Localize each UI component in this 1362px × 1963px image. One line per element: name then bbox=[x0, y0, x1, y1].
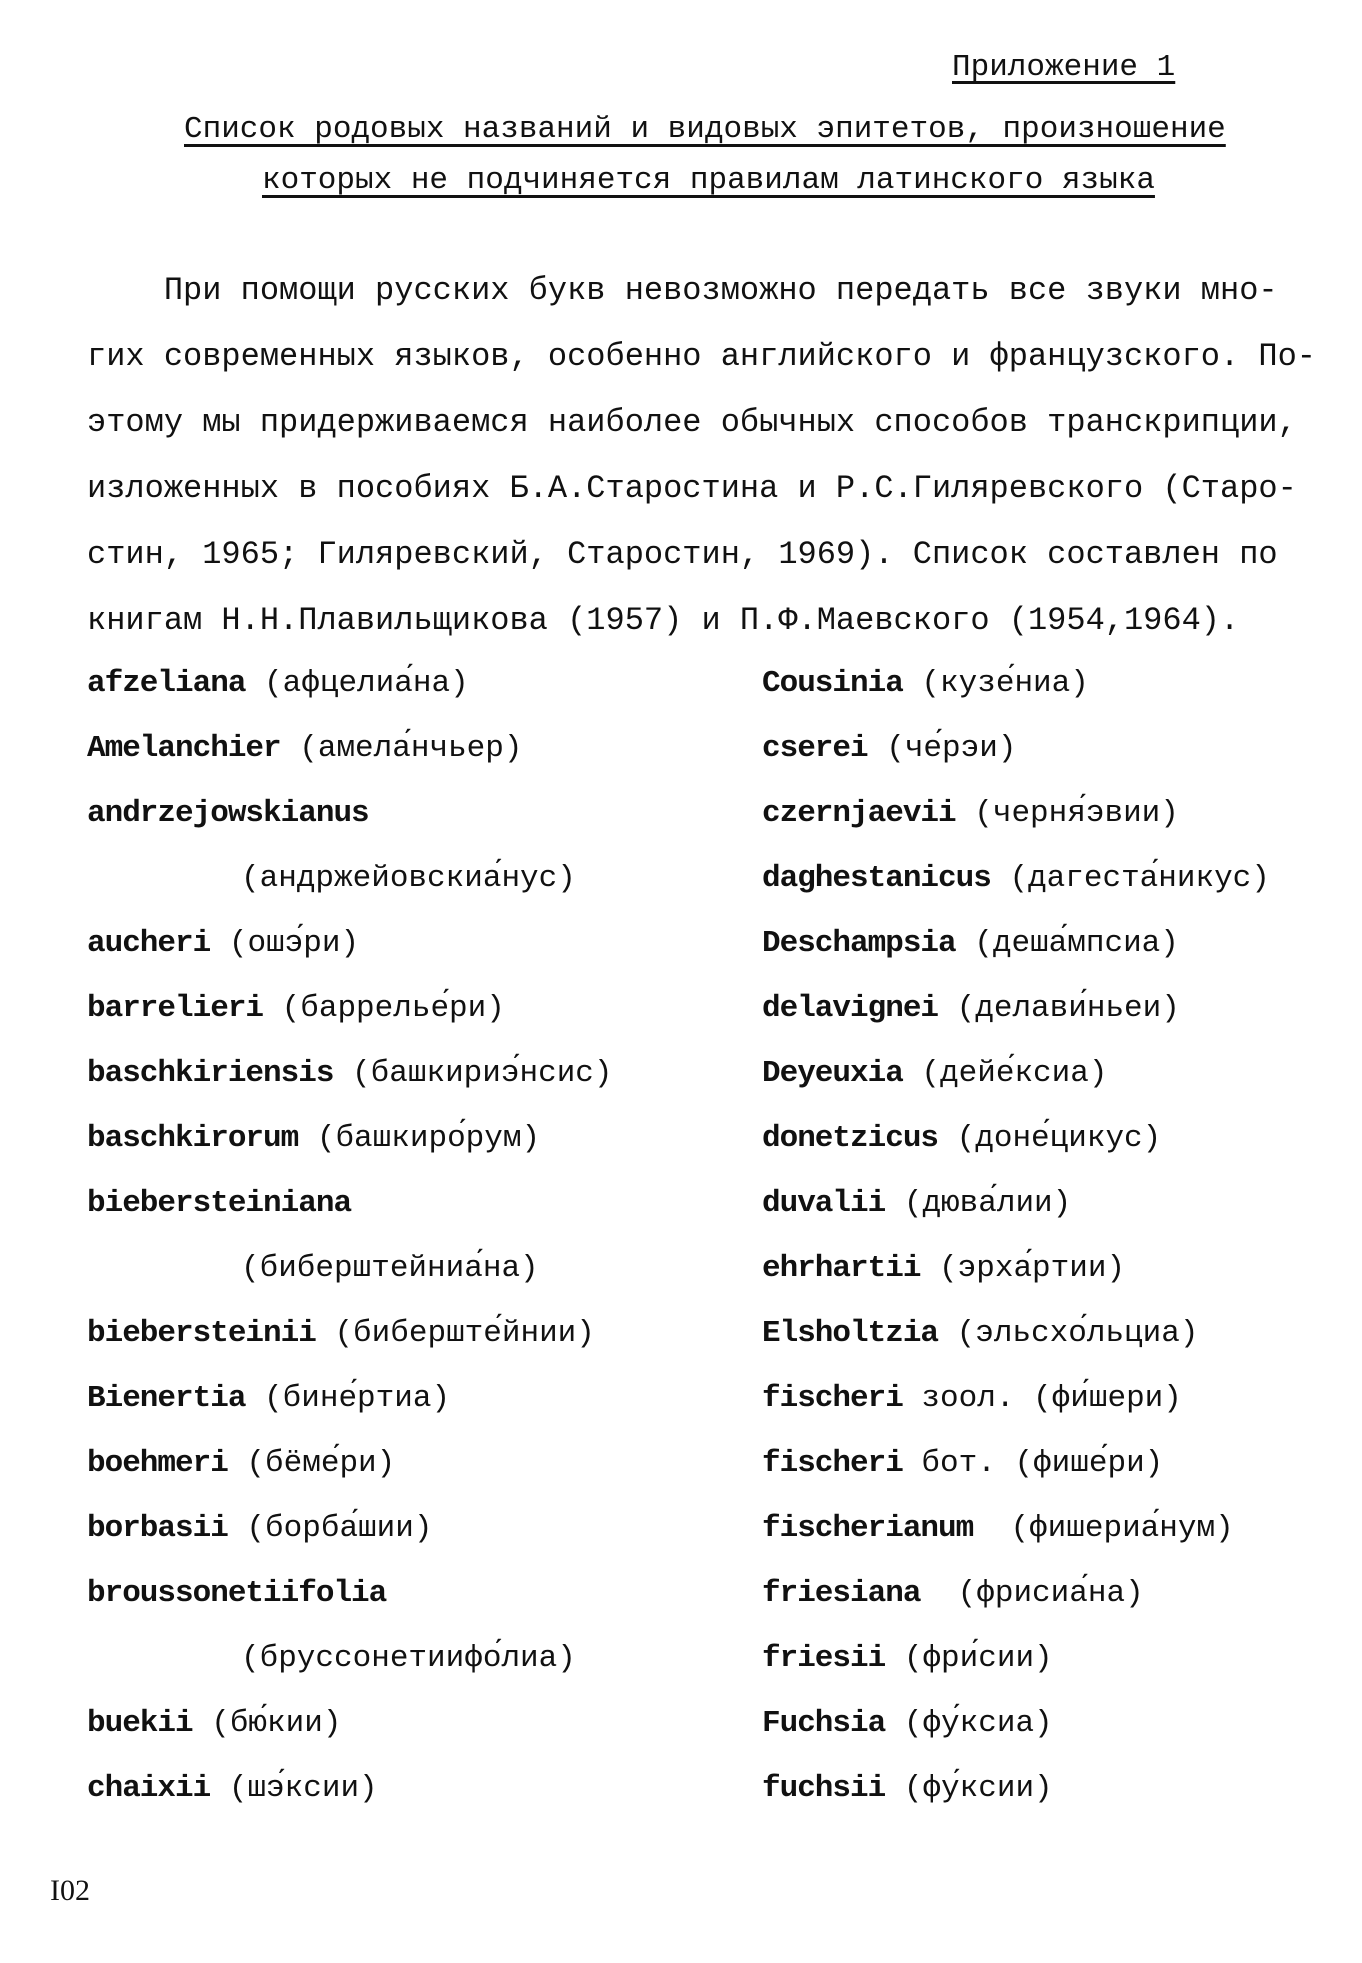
left-entry bbox=[87, 1182, 351, 1226]
right-entry bbox=[762, 1052, 1107, 1096]
list-row bbox=[87, 1052, 1347, 1117]
latin-name: fuchsii bbox=[762, 1771, 886, 1806]
latin-name: Amelanchier bbox=[87, 731, 281, 766]
page-title-line-1: Список родовых названий и видовых эпитетов, произношение bbox=[184, 112, 1226, 147]
latin-name: boehmeri bbox=[87, 1446, 228, 1481]
pronunciation-list bbox=[87, 662, 1347, 1832]
left-entry bbox=[87, 1117, 540, 1161]
russian-pronunciation: зоол. (фи́шери) bbox=[902, 1381, 1182, 1416]
russian-pronunciation: (фу́ксии) bbox=[885, 1771, 1053, 1806]
latin-name: delavignei bbox=[762, 991, 939, 1026]
left-entry bbox=[87, 987, 505, 1031]
left-entry bbox=[87, 922, 359, 966]
russian-pronunciation: (деша́мпсиа) bbox=[955, 926, 1179, 961]
right-entry bbox=[762, 1637, 1053, 1681]
list-row bbox=[87, 1572, 1347, 1637]
right-entry bbox=[762, 1572, 1144, 1616]
right-entry bbox=[762, 1312, 1198, 1356]
latin-name: barrelieri bbox=[87, 991, 264, 1026]
list-row bbox=[87, 857, 1347, 922]
russian-pronunciation: (бю́кии) bbox=[192, 1706, 342, 1741]
left-entry bbox=[87, 792, 369, 836]
right-entry bbox=[762, 1247, 1125, 1291]
list-row bbox=[87, 1377, 1347, 1442]
russian-pronunciation: (че́рэи) bbox=[867, 731, 1017, 766]
left-entry bbox=[87, 1702, 341, 1746]
right-entry bbox=[762, 922, 1179, 966]
latin-name: cserei bbox=[762, 731, 868, 766]
latin-name: buekii bbox=[87, 1706, 193, 1741]
left-entry bbox=[87, 1312, 595, 1356]
latin-name: borbasii bbox=[87, 1511, 228, 1546]
list-row bbox=[87, 792, 1347, 857]
latin-name: Deschampsia bbox=[762, 926, 956, 961]
latin-name: donetzicus bbox=[762, 1121, 939, 1156]
latin-name: Bienertia bbox=[87, 1381, 246, 1416]
right-entry bbox=[762, 1442, 1163, 1486]
russian-pronunciation: (дагеста́никус) bbox=[990, 861, 1270, 896]
latin-name: baschkiriensis bbox=[87, 1056, 334, 1091]
russian-pronunciation: (бине́ртиа) bbox=[245, 1381, 451, 1416]
left-entry bbox=[87, 1052, 613, 1096]
latin-name: ehrhartii bbox=[762, 1251, 921, 1286]
left-entry bbox=[87, 1767, 378, 1811]
right-entry bbox=[762, 1702, 1053, 1746]
russian-pronunciation: (бруссонетиифо́лиа) bbox=[241, 1641, 576, 1676]
latin-name: friesiana bbox=[762, 1576, 921, 1611]
russian-pronunciation: (башкириэ́нсис) bbox=[333, 1056, 613, 1091]
russian-pronunciation: (фри́сии) bbox=[885, 1641, 1053, 1676]
latin-name: Fuchsia bbox=[762, 1706, 886, 1741]
latin-name: daghestanicus bbox=[762, 861, 991, 896]
left-entry bbox=[241, 1247, 539, 1291]
russian-pronunciation: (амела́нчьер) bbox=[280, 731, 523, 766]
list-row bbox=[87, 1637, 1347, 1702]
russian-pronunciation: (борба́шии) bbox=[227, 1511, 433, 1546]
list-row bbox=[87, 922, 1347, 987]
latin-name: Cousinia bbox=[762, 666, 903, 701]
appendix-label: Приложение 1 bbox=[952, 50, 1176, 85]
latin-name: baschkirorum bbox=[87, 1121, 299, 1156]
right-entry bbox=[762, 1507, 1234, 1551]
latin-name: afzeliana bbox=[87, 666, 246, 701]
left-entry bbox=[87, 1507, 432, 1551]
latin-name: aucheri bbox=[87, 926, 211, 961]
left-entry bbox=[87, 1572, 386, 1616]
russian-pronunciation: (фишериа́нум) bbox=[973, 1511, 1234, 1546]
list-row bbox=[87, 1117, 1347, 1182]
left-entry bbox=[87, 727, 522, 771]
russian-pronunciation: (баррелье́ри) bbox=[263, 991, 505, 1026]
russian-pronunciation: (шэ́ксии) bbox=[210, 1771, 378, 1806]
left-entry bbox=[87, 1377, 450, 1421]
russian-pronunciation: (фрисиа́на) bbox=[920, 1576, 1144, 1611]
russian-pronunciation: (черня́эвии) bbox=[955, 796, 1179, 831]
right-entry bbox=[762, 792, 1179, 836]
list-row bbox=[87, 727, 1347, 792]
left-entry bbox=[241, 857, 576, 901]
russian-pronunciation: (эрха́ртии) bbox=[920, 1251, 1126, 1286]
right-entry bbox=[762, 1767, 1053, 1811]
latin-name: czernjaevii bbox=[762, 796, 956, 831]
list-row bbox=[87, 1312, 1347, 1377]
russian-pronunciation: (дейе́ксиа) bbox=[902, 1056, 1108, 1091]
latin-name: fischerianum bbox=[762, 1511, 974, 1546]
right-entry bbox=[762, 662, 1089, 706]
paragraph-line: При помощи русских букв невозможно передать все звуки мно- bbox=[87, 272, 1278, 309]
paragraph-line: книгам Н.Н.Плавильщикова (1957) и П.Ф.Маевского (1954,1964). bbox=[87, 602, 1240, 639]
latin-name: biebersteiniana bbox=[87, 1186, 352, 1221]
russian-pronunciation: (ошэ́ри) bbox=[210, 926, 360, 961]
latin-name: Elsholtzia bbox=[762, 1316, 939, 1351]
latin-name: Deyeuxia bbox=[762, 1056, 903, 1091]
paragraph-line: этому мы придерживаемся наиболее обычных способов транскрипции, bbox=[87, 404, 1297, 441]
paragraph-line: стин, 1965; Гиляревский, Старостин, 1969). Список составлен по bbox=[87, 536, 1278, 573]
paragraph-line: изложенных в пособиях Б.А.Старостина и Р.С.Гиляревского (Старо- bbox=[87, 470, 1297, 507]
latin-name: duvalii bbox=[762, 1186, 886, 1221]
right-entry bbox=[762, 857, 1270, 901]
list-row bbox=[87, 1247, 1347, 1312]
left-entry bbox=[87, 1442, 395, 1486]
page-title-line-2: которых не подчиняется правилам латинского языка bbox=[262, 163, 1155, 198]
russian-pronunciation: бот. (фише́ри) bbox=[902, 1446, 1164, 1481]
russian-pronunciation: (андржейовскиа́нус) bbox=[241, 861, 576, 896]
left-entry bbox=[241, 1637, 576, 1681]
russian-pronunciation: (бёме́ри) bbox=[227, 1446, 396, 1481]
list-row bbox=[87, 1442, 1347, 1507]
list-row bbox=[87, 1182, 1347, 1247]
latin-name: friesii bbox=[762, 1641, 886, 1676]
right-entry bbox=[762, 727, 1016, 771]
latin-name: broussonetiifolia bbox=[87, 1576, 387, 1611]
russian-pronunciation: (биберште́йнии) bbox=[315, 1316, 595, 1351]
intro-paragraph bbox=[87, 258, 1337, 654]
right-entry bbox=[762, 1117, 1161, 1161]
russian-pronunciation: (эльсхо́льциа) bbox=[938, 1316, 1199, 1351]
russian-pronunciation: (кузе́ниа) bbox=[902, 666, 1089, 701]
russian-pronunciation: (доне́цикус) bbox=[938, 1121, 1162, 1156]
list-row bbox=[87, 662, 1347, 727]
list-row bbox=[87, 1702, 1347, 1767]
russian-pronunciation: (башкиро́рум) bbox=[298, 1121, 541, 1156]
page-number: I02 bbox=[50, 1874, 90, 1907]
paragraph-line: гих современных языков, особенно английского и французского. По- bbox=[87, 338, 1316, 375]
russian-pronunciation: (афцелиа́на) bbox=[245, 666, 469, 701]
list-row bbox=[87, 1507, 1347, 1572]
latin-name: biebersteinii bbox=[87, 1316, 316, 1351]
russian-pronunciation: (фу́ксиа) bbox=[885, 1706, 1053, 1741]
right-entry bbox=[762, 1377, 1182, 1421]
right-entry bbox=[762, 1182, 1071, 1226]
russian-pronunciation: (дюва́лии) bbox=[885, 1186, 1072, 1221]
left-entry bbox=[87, 662, 469, 706]
list-row bbox=[87, 1767, 1347, 1832]
right-entry bbox=[762, 987, 1180, 1031]
list-row bbox=[87, 987, 1347, 1052]
latin-name: andrzejowskianus bbox=[87, 796, 369, 831]
latin-name: fischeri bbox=[762, 1446, 903, 1481]
latin-name: fischeri bbox=[762, 1381, 903, 1416]
russian-pronunciation: (биберштейниа́на) bbox=[241, 1251, 539, 1286]
latin-name: chaixii bbox=[87, 1771, 211, 1806]
russian-pronunciation: (делави́ньеи) bbox=[938, 991, 1180, 1026]
